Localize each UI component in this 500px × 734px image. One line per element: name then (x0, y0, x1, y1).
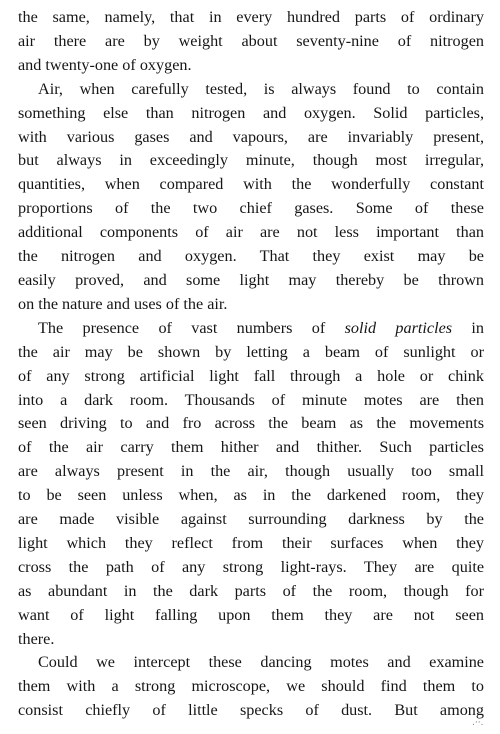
text-line: proportions of the two chief gases. Some of these (18, 199, 484, 218)
paragraph-microscope-dust (18, 651, 484, 723)
text-line: to be seen unless when, as in the darkened room, they (18, 486, 484, 505)
text-line: into a dark room. Thousands of minute motes are then (18, 390, 484, 409)
text-line: cross the path of any strong light-rays. They are quite (18, 557, 484, 576)
text-line: Could we intercept these dancing motes and examine (38, 653, 484, 672)
text-line: additional components of air are not less important than (18, 223, 484, 242)
text-line: on the nature and uses of the air. (18, 294, 228, 313)
paragraph-other-components-of-air (18, 78, 484, 317)
text-run: The presence of vast numbers of (38, 318, 345, 337)
text-line-with-emphasis (18, 317, 484, 341)
text-line: are made visible against surrounding darkness by the (18, 510, 484, 529)
text-line: but always in exceedingly minute, though most irregular, (18, 151, 484, 170)
text-line: light which they reflect from their surfaces when they (18, 533, 484, 552)
text-line: air there are by weight about seventy-nine of nitrogen (18, 31, 484, 50)
print-speck-mark: .··. (472, 718, 484, 728)
text-line: and twenty-one of oxygen. (18, 55, 192, 74)
text-line: of the air carry them hither and thither. Such particles (18, 438, 484, 457)
text-line: as abundant in the dark parts of the room, though for (18, 581, 484, 600)
paragraph-nitrogen-oxygen-proportions (18, 6, 484, 78)
text-line: seen driving to and fro across the beam as the movements (18, 414, 484, 433)
text-line: are always present in the air, though usually too small (18, 462, 484, 481)
document-page (18, 6, 484, 723)
text-line: want of light falling upon them they are not seen (18, 605, 484, 624)
text-line: there. (18, 629, 55, 648)
text-line: of any strong artificial light fall through a hole or chink (18, 366, 484, 385)
text-line: something else than nitrogen and oxygen. Solid particles, (18, 103, 484, 122)
text-line: the air may be shown by letting a beam of sunlight or (18, 342, 484, 361)
text-line: quantities, when compared with the wonderfully constant (18, 175, 484, 194)
text-line: Air, when carefully tested, is always found to contain (38, 79, 484, 98)
text-line: with various gases and vapours, are invariably present, (18, 127, 484, 146)
text-run: in (452, 318, 484, 337)
text-line: the same, namely, that in every hundred parts of ordinary (18, 8, 484, 26)
emphasis-solid-particles: solid particles (344, 318, 453, 337)
paragraph-solid-particles (18, 317, 484, 652)
text-line: them with a strong microscope, we should find them to (18, 677, 484, 696)
text-line: the nitrogen and oxygen. That they exist may be (18, 247, 484, 266)
text-line: consist chiefly of little specks of dust. But among (18, 701, 484, 720)
text-line: easily proved, and some light may thereby be thrown (18, 270, 484, 289)
